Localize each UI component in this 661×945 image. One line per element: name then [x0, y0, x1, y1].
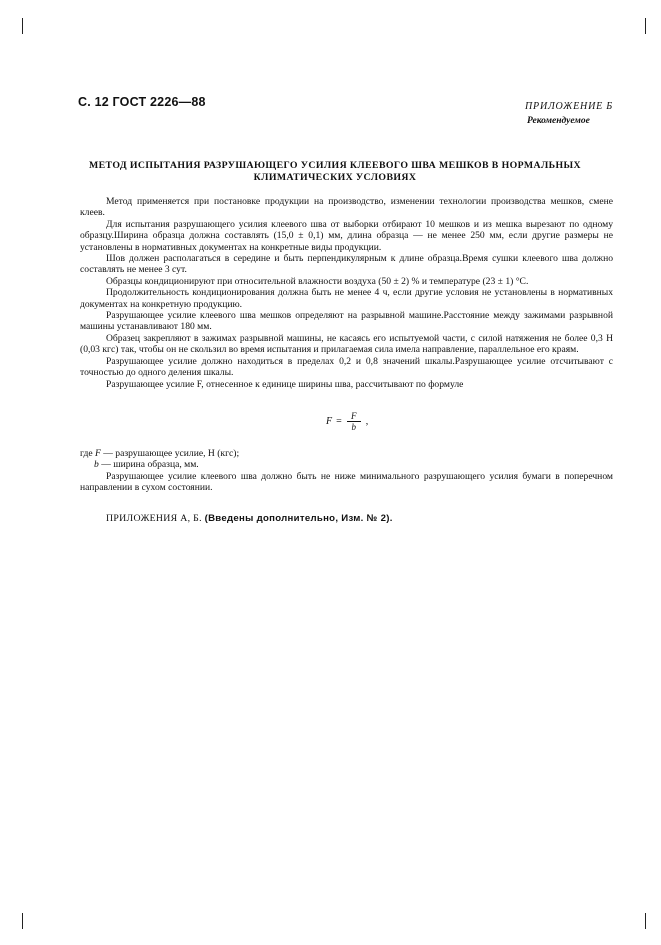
- section-title-line-2: КЛИМАТИЧЕСКИХ УСЛОВИЯХ: [253, 172, 417, 183]
- variable-definitions: [80, 448, 613, 494]
- definition-b-text: — ширина образца, мм.: [101, 459, 199, 471]
- crop-mark-top-left: [22, 18, 23, 34]
- note-bold: (Введены дополнительно, Изм. № 2).: [204, 513, 393, 524]
- section-title-line-1: МЕТОД ИСПЫТАНИЯ РАЗРУШАЮЩЕГО УСИЛИЯ КЛЕЕВОГО ШВА МЕШКОВ В НОРМАЛЬНЫХ: [88, 160, 582, 171]
- page-header: С. 12 ГОСТ 2226—88: [78, 95, 206, 109]
- crop-mark-top-right: [645, 18, 646, 34]
- paragraph: Шов должен располагаться в середине и быть перпендикулярным к длине образца.Время сушки клеевого шва должно составлять не менее 3 сут.: [80, 253, 613, 276]
- paragraph: Образцы кондиционируют при относительной влажности воздуха (50 ± 2) % и температуре (23 ± 1) °С.: [106, 275, 529, 287]
- definition-f-text: — разрушающее усилие, Н (кгс);: [103, 448, 240, 459]
- formula-fraction: [347, 411, 361, 432]
- paragraph: Метод применяется при постановке продукции на производство, изменении технологии производства мешков, смене клеев.: [80, 196, 613, 219]
- paragraph: Для испытания разрушающего усилия клеевого шва от выборки отбирают 10 мешков и из мешка вырезают по одному образцу.Ширина образца должна составлять (15,0 ± 0,1) мм, длина образца — не менее 250 мм, если другие размеры не установлены в нормативных документах на конкретные виды продукции.: [80, 218, 613, 253]
- definition-f: [80, 448, 613, 459]
- paragraph: Образец закрепляют в зажимах разрывной машины, не касаясь его испытуемой части, с силой натяжения не более 0,3 Н (0,03 кгс) так, чтобы он не скользил во время испытания и прилагаемая сила имела направление, параллельное его краям.: [80, 332, 613, 356]
- paragraph: Разрушающее усилие должно находиться в пределах 0,2 и 0,8 значений шкалы.Разрушающее усилие отсчитывают с точностью до одного деления шкалы.: [80, 355, 613, 379]
- appendix-label: [525, 100, 613, 128]
- conclusion-paragraph: Разрушающее усилие клеевого шва должно быть не ниже минимального разрушающего усилия бумаги в поперечном направлении в сухом состоянии.: [80, 470, 613, 494]
- formula-equals: =: [336, 416, 342, 427]
- symbol-b: b: [94, 459, 99, 471]
- definition-b: [80, 459, 613, 470]
- appendix-title: ПРИЛОЖЕНИЕ Б: [525, 101, 613, 112]
- formula: [326, 411, 368, 432]
- formula-numerator: F: [351, 411, 357, 421]
- symbol-f: F: [95, 448, 101, 459]
- section-title: [80, 160, 590, 184]
- appendix-status: Рекомендуемое: [527, 116, 590, 126]
- amendment-note: [106, 513, 393, 524]
- paragraph: Разрушающее усилие F, отнесенное к единице ширины шва, рассчитывают по формуле: [106, 378, 464, 390]
- body-text: [80, 196, 613, 390]
- crop-mark-bottom-right: [645, 913, 646, 929]
- formula-denominator: b: [351, 422, 356, 432]
- formula-trail: ,: [365, 416, 369, 427]
- crop-mark-bottom-left: [22, 913, 23, 929]
- formula-lhs: F: [326, 416, 333, 427]
- note-lead: ПРИЛОЖЕНИЯ А, Б.: [106, 513, 202, 524]
- paragraph: Продолжительность кондиционирования должна быть не менее 4 ч, если другие условия не установлены в нормативных документах на конкретную продукцию.: [80, 287, 613, 310]
- paragraph: Разрушающее усилие клеевого шва мешков определяют на разрывной машине.Расстояние между зажимами разрывной машины устанавливают 180 мм.: [80, 310, 613, 333]
- where-prefix: где: [80, 448, 93, 459]
